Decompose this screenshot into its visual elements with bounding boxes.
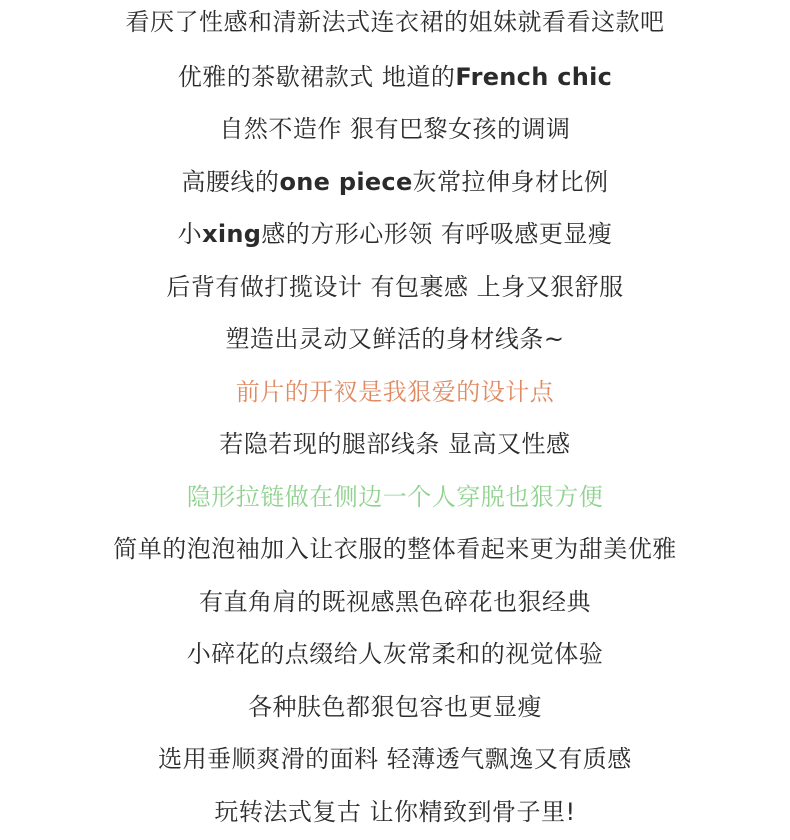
line-6-highlighted: 打揽设计: [264, 273, 363, 301]
line-6-suffix: 有包裹感 上身又狠舒服: [362, 273, 624, 301]
line-7-text: 塑造出灵动又鲜活的身材线条~: [225, 325, 565, 353]
text-line-1: [0, 5, 790, 39]
line-9-text: 若隐若现的腿部线条 显高又性感: [219, 430, 571, 458]
line-6-prefix: 后背有做: [166, 273, 265, 301]
highlight-blue-phrase: [113, 532, 260, 566]
text-line-9: [0, 427, 790, 461]
text-line-2: [0, 60, 790, 94]
line-1-text: 看厌了性感和清新法式连衣裙的姐妹就看看这款吧: [125, 8, 665, 36]
line-13-text: 小碎花的点缀给人灰常柔和的视觉体验: [186, 640, 604, 668]
text-line-8-orange: [0, 375, 790, 409]
text-line-7: [0, 322, 790, 356]
line-16-text: 玩转法式复古 让你精致到骨子里!: [214, 798, 576, 826]
line-5-prefix: 小: [177, 220, 203, 248]
line-11-suffix: 加入让衣服的整体看起来更为甜美优雅: [260, 535, 677, 563]
line-5-latin: xing: [202, 220, 262, 248]
line-14-text: 各种肤色都狠包容也更显瘦: [248, 693, 542, 721]
text-line-12: [0, 585, 790, 619]
line-3-text: 自然不造作 狠有巴黎女孩的调调: [219, 115, 571, 143]
line-4-prefix: 高腰线的: [181, 168, 280, 196]
text-line-14: [0, 690, 790, 724]
text-line-4: [0, 165, 790, 199]
line-11-highlighted: 简单的泡泡袖: [113, 535, 261, 563]
line-10-text: 隐形拉链做在侧边一个人穿脱也狠方便: [186, 483, 604, 511]
text-line-5: [0, 217, 790, 251]
line-4-suffix: 灰常拉伸身材比例: [412, 168, 609, 196]
text-line-10-green: [0, 480, 790, 514]
line-15-text: 选用垂顺爽滑的面料 轻薄透气飘逸又有质感: [158, 745, 632, 773]
text-line-6: [0, 270, 790, 304]
highlight-yellow-phrase: [251, 60, 374, 94]
text-line-15: [0, 742, 790, 776]
line-4-latin: one piece: [279, 168, 413, 196]
line-8-text: 前片的开衩是我狠爱的设计点: [235, 378, 555, 406]
line-2-middle: 地道的: [373, 63, 456, 91]
line-2-prefix: 优雅的: [177, 63, 252, 91]
text-line-16: [0, 795, 790, 829]
highlight-purple-phrase: [264, 270, 362, 304]
text-line-13: [0, 637, 790, 671]
text-line-3: [0, 112, 790, 146]
line-2-latin: French chic: [455, 63, 613, 91]
line-5-suffix: 感的方形心形领 有呼吸感更显瘦: [261, 220, 613, 248]
text-line-11: [0, 532, 790, 566]
line-12-text: 有直角肩的既视感黑色碎花也狠经典: [199, 588, 591, 616]
line-2-highlighted: 茶歇裙款式: [251, 63, 374, 91]
